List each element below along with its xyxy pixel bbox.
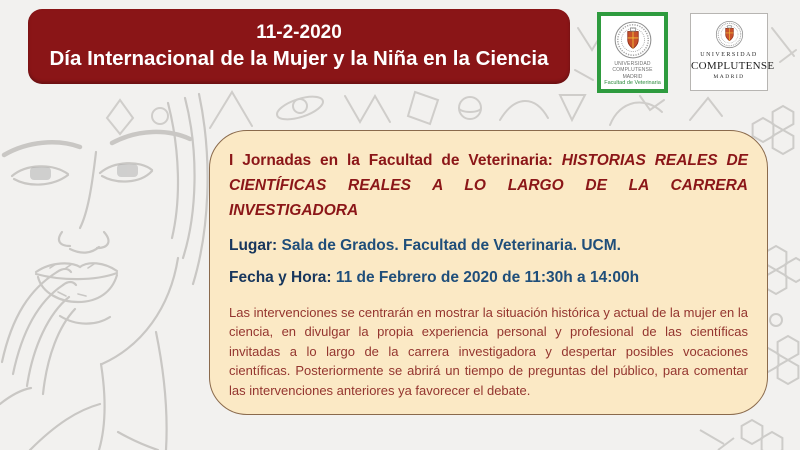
vet-seal-icon	[612, 19, 654, 61]
logo-universidad-complutense	[690, 13, 775, 91]
logo-facultad-veterinaria	[597, 12, 668, 93]
vet-logo-faculty-name: Facultad de Veterinaria	[604, 79, 661, 86]
header-banner	[28, 9, 570, 84]
vet-logo-university-name: UNIVERSIDAD COMPLUTENSE	[612, 61, 653, 74]
event-date: 11-2-2020	[256, 21, 342, 43]
event-description: Las intervenciones se centrarán en mostrar la situación histórica y actual de la mujer en la ciencia, en divulgar la propia experiencia personal y profesional de las científicas invitadas a lo largo de la carrera investigadora y despertar posibles vocaciones científicas. Posteriormente se abrirá un tiempo de preguntas del público, para comentar las intervenciones anteriores ya favorecer el debate.	[229, 304, 748, 398]
ucm-logo-universidad: UNIVERSIDAD	[700, 52, 758, 58]
fecha-value: 11 de Febrero de 2020 de 11:30h a 14:00h	[335, 269, 640, 287]
card-title-emphasis: HISTORIAS REALES DE CIENTÍFICAS REALES A LO LARGO DE LA CARRERA INVESTIGADORA	[229, 152, 748, 220]
event-info-card	[209, 130, 768, 415]
lugar-value: Sala de Grados. Facultad de Veterinaria. UCM.	[281, 237, 621, 255]
card-title	[229, 148, 748, 223]
fecha-line	[229, 268, 748, 288]
lugar-line	[229, 236, 748, 256]
vet-logo-city: MADRID	[622, 73, 643, 80]
lugar-label: Lugar:	[229, 237, 282, 255]
ucm-logo-madrid: MADRID	[713, 74, 745, 81]
ucm-logo-complutense: COMPLUTENSE	[691, 59, 775, 72]
event-title: Día Internacional de la Mujer y la Niña en la Ciencia	[49, 47, 549, 71]
card-title-prefix: I Jornadas en la Facultad de Veterinaria:	[229, 152, 562, 169]
fecha-label: Fecha y Hora:	[229, 269, 336, 287]
ucm-seal-icon	[714, 19, 745, 50]
